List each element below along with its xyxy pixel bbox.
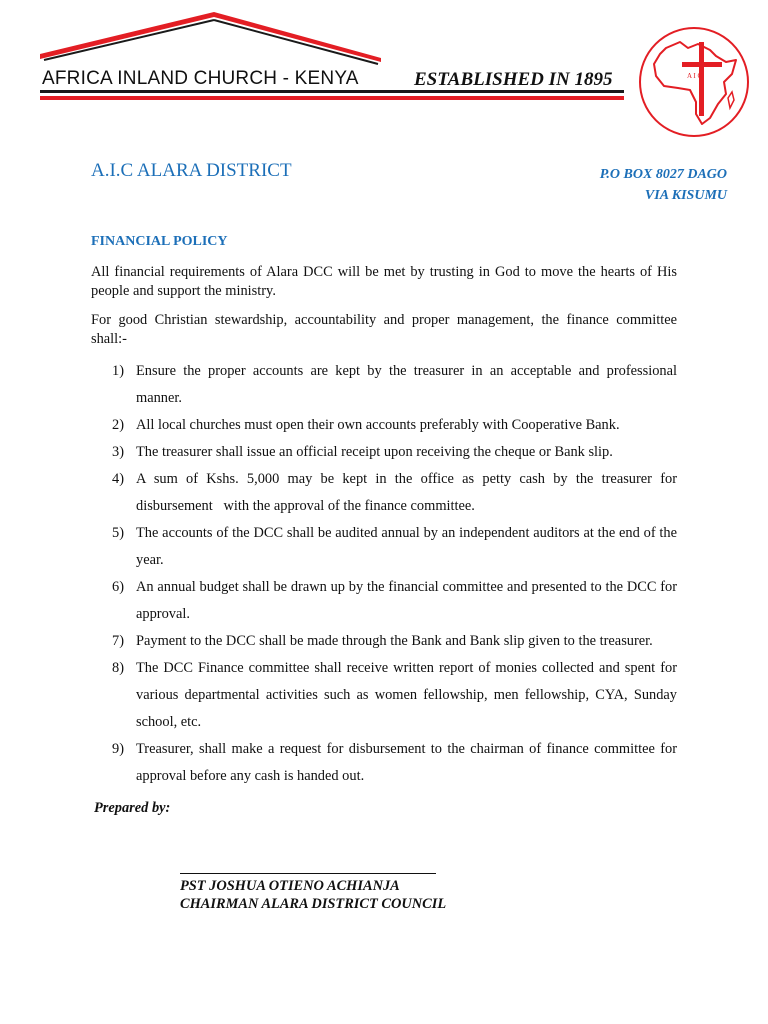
list-item xyxy=(91,736,677,790)
list-item-text: The DCC Finance committee shall receive written report of monies collected and spent for various departmental activities such as women fellowship, men fellowship, CYA, Sunday school, etc. xyxy=(136,660,677,730)
aic-emblem xyxy=(636,26,752,147)
intro-paragraph: All financial requirements of Alara DCC will be met by trusting in God to move the hearts of His people and support the ministry. xyxy=(91,264,677,299)
list-item-text: All local churches must open their own accounts preferably with Cooperative Bank. xyxy=(136,417,620,433)
list-item-number: 3) xyxy=(112,444,124,460)
list-item-text: A sum of Kshs. 5,000 may be kept in the office as petty cash by the treasurer for disbursement with the approval of the finance committee. xyxy=(136,471,681,514)
list-item-text: Payment to the DCC shall be made through the Bank and Bank slip given to the treasurer. xyxy=(136,633,653,649)
list-item-text: Treasurer, shall make a request for disbursement to the chairman of finance committee for approval before any cash is handed out. xyxy=(136,741,677,784)
header-rule xyxy=(40,90,624,102)
prepared-by-label: Prepared by: xyxy=(94,800,171,816)
list-item xyxy=(91,655,677,736)
list-item-text: The treasurer shall issue an official receipt upon receiving the cheque or Bank slip. xyxy=(136,444,613,460)
list-item-number: 5) xyxy=(112,525,124,541)
policy-heading: FINANCIAL POLICY xyxy=(91,234,228,249)
list-item xyxy=(91,466,681,520)
list-item-text: The accounts of the DCC shall be audited annual by an independent auditors at the end of the year. xyxy=(136,525,677,568)
africa-map-cross-icon xyxy=(636,26,752,142)
letterhead xyxy=(0,0,768,145)
district-title: A.I.C ALARA DISTRICT xyxy=(91,160,292,181)
address-line-1: P.O BOX 8027 DAGO xyxy=(599,167,727,182)
signatory-title: CHAIRMAN ALARA DISTRICT COUNCIL xyxy=(180,896,447,912)
list-item-number: 2) xyxy=(112,417,124,433)
list-item-text: An annual budget shall be drawn up by the financial committee and presented to the DCC for approval. xyxy=(136,579,677,622)
signature-line xyxy=(180,873,436,874)
list-item xyxy=(91,439,677,466)
signatory-name: PST JOSHUA OTIENO ACHIANJA xyxy=(180,878,400,894)
emblem-text: A I C xyxy=(687,72,703,80)
list-item-number: 6) xyxy=(112,579,124,595)
signatory-block xyxy=(180,877,446,913)
list-item-number: 1) xyxy=(112,363,124,379)
address-line-2: VIA KISUMU xyxy=(644,188,727,203)
list-item-number: 9) xyxy=(112,741,124,757)
established-year: ESTABLISHED IN 1895 xyxy=(414,69,613,90)
list-item-number: 4) xyxy=(112,471,124,487)
list-item-number: 7) xyxy=(112,633,124,649)
list-item-number: 8) xyxy=(112,660,124,676)
church-name: AFRICA INLAND CHURCH - KENYA xyxy=(42,68,359,89)
list-item-text: Ensure the proper accounts are kept by the treasurer in an acceptable and professional manner. xyxy=(136,363,677,406)
policy-intro xyxy=(91,263,677,359)
intro-paragraph: For good Christian stewardship, accountability and proper management, the finance committee shall:- xyxy=(91,312,677,347)
policy-list xyxy=(91,358,681,790)
postal-address xyxy=(600,164,727,206)
list-item xyxy=(91,412,677,439)
church-roof-icon xyxy=(38,8,383,66)
list-item xyxy=(91,628,677,655)
list-item xyxy=(91,574,677,628)
list-item xyxy=(91,520,677,574)
list-item xyxy=(91,358,677,412)
